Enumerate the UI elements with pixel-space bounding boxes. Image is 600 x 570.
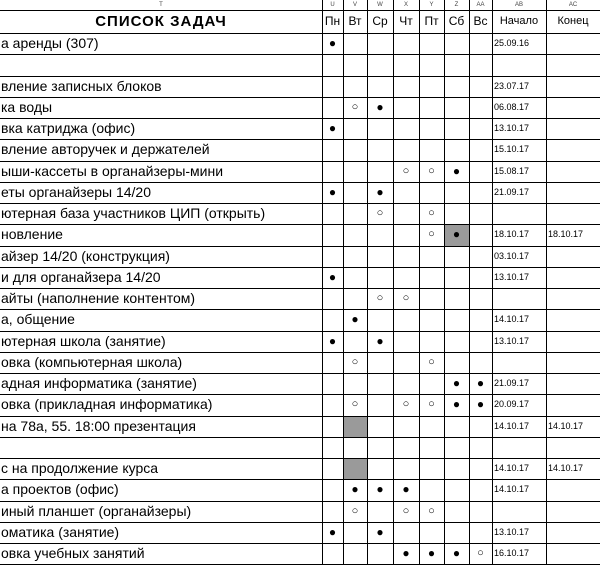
end-date-cell[interactable]: 14.10.17 xyxy=(548,463,584,473)
day-header: Сб xyxy=(448,14,465,28)
task-cell[interactable]: еты органайзеры 14/20 xyxy=(1,183,152,200)
task-cell[interactable]: овка (прикладная информатика) xyxy=(1,396,213,413)
task-cell[interactable]: вка катриджа (офис) xyxy=(1,120,136,136)
end-date-header: Конец xyxy=(557,15,589,27)
open-circle-icon[interactable]: ○ xyxy=(428,355,435,368)
column-letter-z[interactable]: Z xyxy=(454,2,459,8)
column-letter-y[interactable]: Y xyxy=(429,2,434,8)
filled-dot-icon[interactable]: ● xyxy=(476,376,485,390)
end-date-cell[interactable]: 14.10.17 xyxy=(548,420,584,431)
task-cell[interactable]: ютерная база участников ЦИП (открыть) xyxy=(1,205,266,221)
task-cell[interactable]: ыши-кассеты в органайзеры-мини xyxy=(1,162,224,179)
row-gridline xyxy=(0,309,600,310)
filled-dot-icon[interactable]: ● xyxy=(328,269,337,284)
day-header: Пт xyxy=(424,14,439,28)
column-letter-x[interactable]: X xyxy=(403,2,408,8)
task-cell[interactable]: адная информатика (занятие) xyxy=(1,375,197,391)
day-header: Чт xyxy=(399,14,413,28)
start-date-cell[interactable]: 20.09.17 xyxy=(494,399,530,410)
column-letter-u[interactable]: U xyxy=(330,2,335,8)
filled-dot-icon[interactable]: ● xyxy=(427,546,436,560)
row-gridline xyxy=(0,203,600,204)
task-cell[interactable]: иный планшет (органайзеры) xyxy=(1,502,192,519)
filled-dot-icon[interactable]: ● xyxy=(328,333,337,348)
row-gridline xyxy=(0,543,600,544)
task-cell[interactable]: айзер 14/20 (конструкция) xyxy=(1,247,170,264)
open-circle-icon[interactable]: ○ xyxy=(428,398,435,411)
row-gridline xyxy=(0,182,600,183)
task-cell[interactable]: овка (компьютерная школа) xyxy=(1,353,183,370)
row-gridline xyxy=(0,97,600,98)
column-letter-aa[interactable]: AA xyxy=(476,2,485,8)
task-cell[interactable]: вление авторучек и держателей xyxy=(1,141,210,158)
task-cell[interactable]: новление xyxy=(1,226,63,243)
start-date-cell[interactable]: 13.10.17 xyxy=(494,526,530,537)
row-gridline xyxy=(0,118,600,119)
filled-dot-icon[interactable]: ● xyxy=(476,397,485,412)
column-gridline xyxy=(343,0,344,564)
filled-dot-icon[interactable]: ● xyxy=(376,99,384,114)
task-cell[interactable] xyxy=(0,437,318,458)
start-date-cell[interactable]: 13.10.17 xyxy=(494,123,530,133)
open-circle-icon[interactable]: ○ xyxy=(428,207,435,219)
row-gridline xyxy=(0,267,600,268)
start-date-cell[interactable]: 16.10.17 xyxy=(494,548,530,558)
filled-dot-icon[interactable]: ● xyxy=(452,376,461,390)
filled-dot-icon[interactable]: ● xyxy=(351,312,359,327)
filled-dot-icon[interactable]: ● xyxy=(328,524,337,539)
column-gridline xyxy=(393,0,394,564)
row-gridline xyxy=(0,564,600,565)
column-letter-ac[interactable]: AC xyxy=(568,2,578,8)
day-header: Пн xyxy=(324,14,341,28)
filled-dot-icon[interactable]: ● xyxy=(402,546,410,560)
task-cell[interactable]: оматика (занятие) xyxy=(1,523,120,540)
shaded-cell xyxy=(344,417,367,437)
column-gridline xyxy=(322,0,323,564)
open-circle-icon[interactable]: ○ xyxy=(376,292,384,304)
filled-dot-icon[interactable]: ● xyxy=(376,333,384,348)
column-letter-w[interactable]: W xyxy=(377,2,383,8)
day-header: Ср xyxy=(372,14,388,28)
row-gridline xyxy=(0,501,600,502)
filled-dot-icon[interactable]: ● xyxy=(402,482,410,497)
row-gridline xyxy=(0,394,600,395)
filled-dot-icon[interactable]: ● xyxy=(328,184,337,199)
column-letter-t[interactable]: T xyxy=(159,2,163,8)
start-date-cell[interactable]: 15.10.17 xyxy=(494,144,530,155)
filled-dot-icon[interactable]: ● xyxy=(376,524,384,539)
row-gridline xyxy=(0,54,600,55)
row-gridline xyxy=(0,458,600,459)
start-date-cell[interactable]: 23.07.17 xyxy=(494,80,530,91)
row-gridline xyxy=(0,139,600,140)
start-date-cell[interactable]: 25.09.16 xyxy=(494,38,530,48)
task-cell[interactable]: овка учебных занятий xyxy=(1,545,145,561)
task-cell[interactable]: а проектов (офис) xyxy=(1,481,119,498)
row-gridline xyxy=(0,522,600,523)
column-letter-ab[interactable]: AB xyxy=(514,2,523,8)
row-gridline xyxy=(0,33,600,34)
start-date-cell[interactable]: 06.08.17 xyxy=(494,101,530,112)
column-gridline xyxy=(367,0,368,564)
filled-dot-icon[interactable]: ● xyxy=(376,482,384,497)
end-date-cell[interactable]: 18.10.17 xyxy=(548,229,584,240)
filled-dot-icon[interactable]: ● xyxy=(351,482,359,497)
start-date-cell[interactable]: 21.09.17 xyxy=(494,378,530,388)
task-cell[interactable]: с на продолжение курса xyxy=(1,460,159,476)
start-date-cell[interactable]: 18.10.17 xyxy=(494,229,530,240)
row-gridline xyxy=(0,437,600,438)
row-gridline xyxy=(0,479,600,480)
open-circle-icon[interactable]: ○ xyxy=(351,398,359,411)
task-cell[interactable]: ютерная школа (занятие) xyxy=(1,332,166,349)
open-circle-icon[interactable]: ○ xyxy=(428,164,435,177)
task-cell[interactable]: а аренды (307) xyxy=(1,35,99,51)
start-date-cell[interactable]: 15.08.17 xyxy=(494,165,530,176)
column-gridline xyxy=(492,0,493,564)
filled-dot-icon[interactable]: ● xyxy=(328,36,337,50)
filled-dot-icon[interactable]: ● xyxy=(328,121,337,135)
start-date-cell[interactable]: 21.09.17 xyxy=(494,186,530,197)
task-cell[interactable] xyxy=(0,54,318,75)
start-date-cell[interactable]: 14.10.17 xyxy=(494,314,530,325)
shaded-cell xyxy=(344,459,367,479)
column-gridline xyxy=(469,0,470,564)
task-cell[interactable]: айты (наполнение контентом) xyxy=(1,290,196,306)
task-cell[interactable]: ка воды xyxy=(1,98,53,115)
task-cell[interactable]: вление записных блоков xyxy=(1,77,162,94)
open-circle-icon[interactable]: ○ xyxy=(428,504,435,517)
row-gridline xyxy=(0,76,600,77)
row-gridline xyxy=(0,352,600,353)
task-cell[interactable]: и для органайзера 14/20 xyxy=(1,268,161,285)
sheet-title: СПИСОК ЗАДАЧ xyxy=(95,13,227,30)
start-date-cell[interactable]: 14.10.17 xyxy=(494,463,530,473)
filled-dot-icon[interactable]: ● xyxy=(452,397,461,412)
row-gridline xyxy=(0,373,600,374)
filled-dot-icon[interactable]: ● xyxy=(452,546,461,560)
task-cell[interactable]: а, общение xyxy=(1,311,75,328)
task-cell[interactable]: на 78а, 55. 18:00 презентация xyxy=(1,417,196,434)
start-date-cell[interactable]: 14.10.17 xyxy=(494,420,530,431)
start-date-cell[interactable]: 13.10.17 xyxy=(494,335,530,346)
filled-dot-icon[interactable]: ● xyxy=(452,163,461,178)
day-header: Вт xyxy=(348,14,362,28)
column-letter-v[interactable]: V xyxy=(352,2,357,8)
start-date-cell[interactable]: 13.10.17 xyxy=(494,271,530,282)
row-gridline xyxy=(0,331,600,332)
open-circle-icon[interactable]: ○ xyxy=(376,207,384,219)
column-gridline xyxy=(444,0,445,564)
header-gridline xyxy=(0,10,600,11)
open-circle-icon[interactable]: ○ xyxy=(477,547,484,559)
start-date-cell[interactable]: 03.10.17 xyxy=(494,250,530,261)
row-gridline xyxy=(0,161,600,162)
open-circle-icon[interactable]: ○ xyxy=(351,100,359,113)
start-date-header: Начало xyxy=(499,15,539,27)
column-gridline xyxy=(546,0,547,564)
column-gridline xyxy=(419,0,420,564)
row-gridline xyxy=(0,416,600,417)
open-circle-icon[interactable]: ○ xyxy=(351,504,359,517)
open-circle-icon[interactable]: ○ xyxy=(402,164,410,177)
open-circle-icon[interactable]: ○ xyxy=(428,228,435,241)
row-gridline xyxy=(0,246,600,247)
start-date-cell[interactable]: 14.10.17 xyxy=(494,484,530,495)
filled-dot-icon[interactable]: ● xyxy=(376,184,384,199)
open-circle-icon[interactable]: ○ xyxy=(402,504,410,517)
row-gridline xyxy=(0,224,600,225)
open-circle-icon[interactable]: ○ xyxy=(351,355,359,368)
open-circle-icon[interactable]: ○ xyxy=(402,292,410,304)
filled-dot-icon[interactable]: ● xyxy=(452,227,461,242)
row-gridline xyxy=(0,288,600,289)
day-header: Вс xyxy=(473,14,488,28)
open-circle-icon[interactable]: ○ xyxy=(402,398,410,411)
